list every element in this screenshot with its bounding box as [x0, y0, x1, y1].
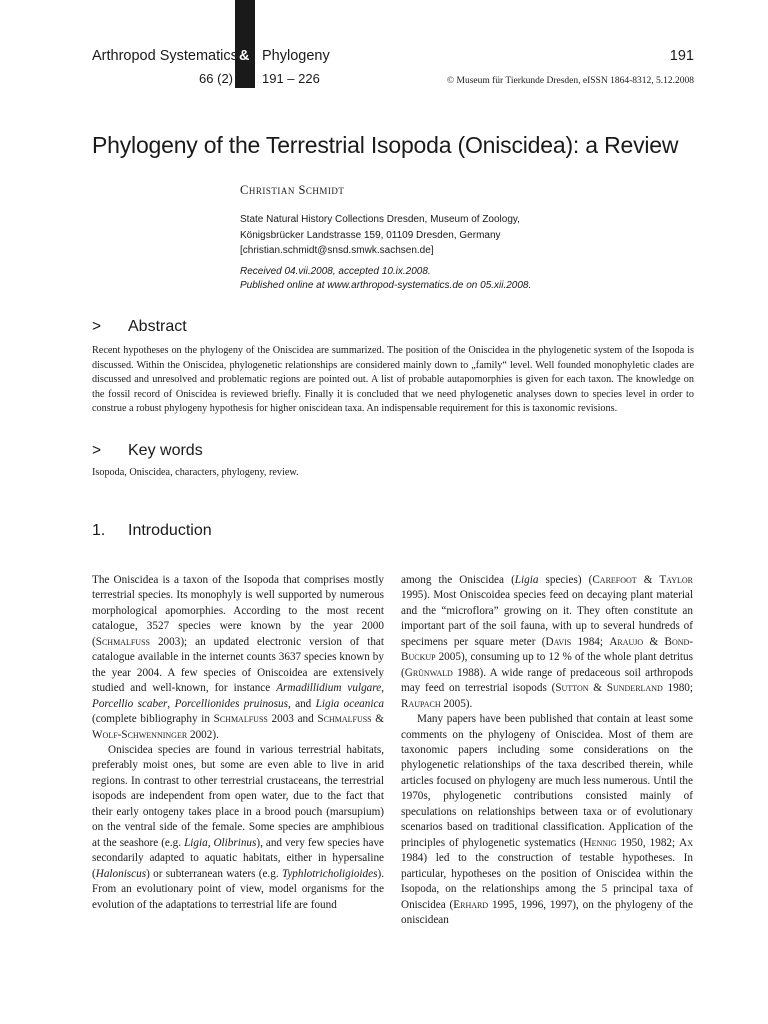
paragraph: among the Oniscidea (Ligia species) (Carefoot & Taylor 1995). Most Oniscoidea species feed on decaying plant material and the “microflora” growing on it. They often constitute an important part of the soil fauna, with up to several hundreds of specimens per square meter (Davis 1984; Araujo & Bond-Buckup 2005), consuming up to 12 % of the whole plant detritus (Grünwald 1988). A wide range of predaceous soil arthropods may feed on terrestrial isopods (Sutton & Sunderland 1980; Raupach 2005).: [401, 574, 694, 710]
citation: Araujo & Bond-Buckup: [401, 635, 693, 664]
author-affiliation: [240, 212, 520, 259]
citation: Grünwald: [404, 666, 453, 679]
abstract-marker: >: [92, 318, 102, 335]
citation: Schmalfuss & Wolf-Schwenninger: [92, 713, 384, 741]
page-range: 191 – 226: [262, 71, 320, 86]
citation: Hennig: [583, 836, 617, 849]
abstract-heading: Abstract: [128, 318, 187, 335]
species-name: Armadillidium vulgare: [276, 682, 382, 695]
paragraph: Many papers have been published that contain at least some comments on the phylogeny of Oniscidea. Most of them are taxonomic papers including some considerations on the phylogenetic relationships of the taxa described therein, while articles focused on phylogeny are much less numerous. Until the 1970s, phylogenetic contributions consisted mainly of speculations on relationships between taxa or of evolutionary scenarios based on traditional classification. Application of the principles of phylogenetic systematics (Hennig 1950, 1982; Ax 1984) led to the construction of testable hypotheses. In particular, hypotheses on the position of Oniscidea within the Isopoda, on the relationships among the 5 principal taxa of Oniscidea (Erhard 1995, 1996, 1997), on the phylogeny of the oniscidean: [401, 713, 693, 926]
keywords-heading: Key words: [128, 442, 203, 459]
journal-title-part1: Arthropod Systematics: [92, 48, 238, 64]
citation: Erhard: [453, 898, 489, 911]
species-name: Typhlotricholigioides: [281, 867, 378, 880]
abstract-text: Recent hypotheses on the phylogeny of the Oniscidea are summarized. The position of the Oniscidea in the phylogenetic system of the Isopoda is discussed. Within the Oniscidea, phylogenetic relationships are considered mainly down to „family“ level. Well founded monophyletic clades are discussed and unresolved and problematic regions are pointed out. A list of probable autapomorphies is given for each taxon. The knowledge on the fossil record of Oniscidea is reviewed briefly. Finally it is concluded that we need phylogenetic analyses down to species level in order to construe a robust phylogeny hypothesis for higher oniscidean taxa. An indispensable requirement for this is taxonomic revisions.: [92, 345, 694, 414]
species-name: Haloniscus: [95, 867, 147, 880]
body-column-left: [92, 573, 384, 913]
citation: Sutton & Sunderland: [555, 682, 663, 695]
article-title: Phylogeny of the Terrestrial Isopoda (Oniscidea): a Review: [92, 132, 679, 158]
header-separator-bar: [235, 0, 255, 88]
journal-title-part2: Phylogeny: [262, 48, 330, 64]
species-name: Porcellio scaber: [92, 697, 168, 710]
species-name: Ligia: [514, 574, 539, 586]
body-column-right: [401, 573, 693, 928]
author-name: Christian Schmidt: [240, 183, 345, 197]
affiliation-line-2: Königsbrücker Landstrasse 159, 01109 Dresden, Germany: [240, 229, 501, 241]
journal-ampersand: &: [239, 48, 250, 64]
dates-block: [240, 265, 531, 293]
page-number: 191: [669, 48, 694, 64]
citation: Davis: [545, 635, 572, 648]
keywords-text: Isopoda, Oniscidea, characters, phylogeny, review.: [92, 467, 299, 478]
citation: Carefoot & Taylor: [592, 574, 693, 586]
citation: Raupach: [401, 697, 441, 710]
affiliation-line-1: State Natural History Collections Dresden, Museum of Zoology,: [240, 214, 520, 225]
paragraph: Oniscidea species are found in various terrestrial habitats, preferably moist ones, but some are even able to live in arid regions. In contrast to other terrestrial crustaceans, the terrestrial isopods are independent from open water, due to the fact that their early ontogeny takes place in a brood pouch (marsupium) on the ventral side of the female. Some species are amphibious at the seashore (e.g. Ligia, Olibrinus), and very few species have secondarily adapted to aquatic habitats, either in hypersaline (Haloniscus) or subterranean waters (e.g. Typhlotricholigioides). From an evolutionary point of view, model organisms for the evolution of the adaptations to terrestrial life are found: [92, 743, 384, 911]
introduction-number: 1.: [92, 522, 106, 539]
species-name: Ligia, Olibrinus: [184, 836, 257, 849]
volume-issue: [199, 71, 233, 86]
species-name: Porcellionides pruinosus: [174, 697, 288, 710]
affiliation-email[interactable]: [christian.schmidt@snsd.smwk.sachsen.de]: [240, 245, 434, 256]
issue-number: (2): [217, 71, 233, 86]
paragraph: The Oniscidea is a taxon of the Isopoda that comprises mostly terrestrial species. Its monophyly is well supported by numerous morphological apomorphies. According to the most recent catalogue, 3527 species were known by the year 2000 (Schmalfuss 2003); an updated electronic version of that catalogue available in the internet counts 3637 species known by the year 2004. A few species of Oniscoidea are extensively studied and well-known, for instance Armadillidium vulgare, Porcellio scaber, Porcellionides pruinosus, and Ligia oceanica (complete bibliography in Schmalfuss 2003 and Schmalfuss & Wolf-Schwenninger 2002).: [92, 574, 385, 741]
introduction-heading: Introduction: [128, 522, 212, 539]
citation: Schmalfuss: [95, 635, 150, 648]
volume-number: 66: [199, 71, 214, 86]
species-name: Ligia oceanica: [315, 697, 385, 710]
copyright-line: © Museum für Tierkunde Dresden, eISSN 1864-8312, 5.12.2008: [446, 76, 694, 86]
citation: Schmalfuss: [213, 713, 268, 726]
keywords-marker: >: [92, 442, 102, 459]
published-online[interactable]: Published online at www.arthropod-systematics.de on 05.xii.2008.: [240, 280, 532, 291]
citation: Ax: [679, 836, 693, 849]
received-date: Received 04.vii.2008, accepted 10.ix.2008.: [240, 266, 431, 277]
